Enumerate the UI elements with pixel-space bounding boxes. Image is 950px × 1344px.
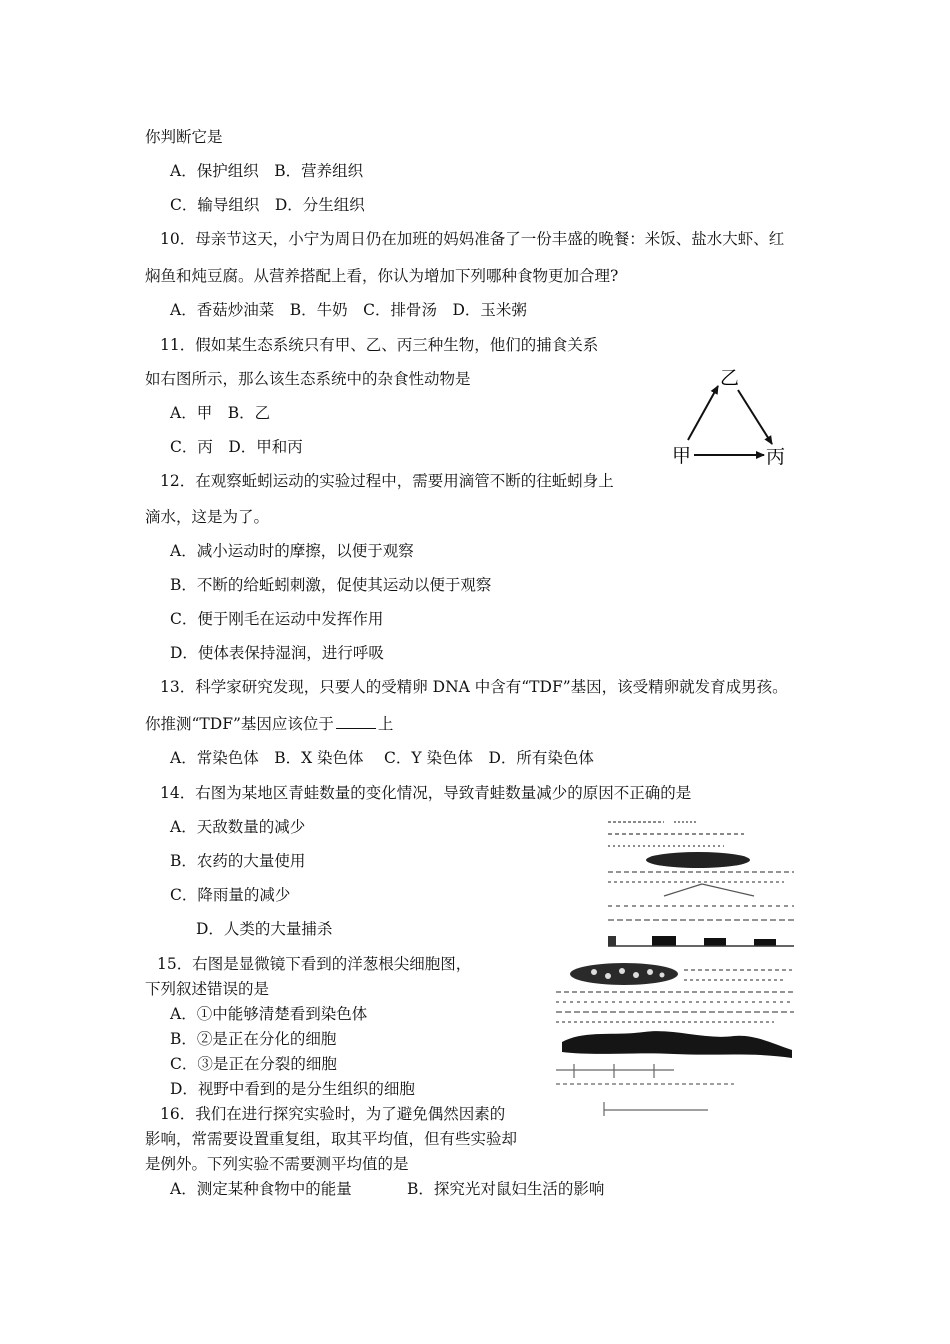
q14-option-a: A．天敌数量的减少: [170, 818, 306, 836]
q10-options: A．香菇炒油菜 B．牛奶 C．排骨汤 D．玉米粥: [170, 301, 527, 319]
q12-option-b: B．不断的给蚯蚓刺激，促使其运动以便于观察: [170, 576, 492, 594]
arrow-left-to-top: [688, 386, 718, 440]
food-web-node-left: 甲: [672, 445, 692, 467]
q12-option-c: C．便于刚毛在运动中发挥作用: [170, 610, 384, 628]
q9-options-ab: A．保护组织 B．营养组织: [170, 162, 364, 180]
q16-stem-2: 影响，常需要设置重复组，取其平均值，但有些实验却: [145, 1130, 518, 1148]
q15-stem-1: 15．右图是显微镜下看到的洋葱根尖细胞图，: [157, 955, 472, 973]
q14-option-b: B．农药的大量使用: [170, 852, 306, 870]
food-web-node-top: 乙: [720, 367, 740, 389]
q11-options-ab: A．甲 B．乙: [170, 404, 271, 422]
arrow-top-to-right: [738, 390, 772, 444]
q16-stem-1: 16．我们在进行探究实验时，为了避免偶然因素的: [160, 1105, 506, 1123]
q15-option-d: D．视野中看到的是分生组织的细胞: [170, 1080, 415, 1098]
q12-option-d: D．使体表保持湿润，进行呼吸: [170, 644, 384, 662]
q12-stem-1: 12．在观察蚯蚓运动的实验过程中，需要用滴管不断的往蚯蚓身上: [160, 472, 614, 490]
onion-root-tip-figure: [554, 960, 796, 1120]
food-web-node-right: 丙: [766, 446, 786, 468]
answer-blank: [336, 714, 376, 729]
q14-option-d: D．人类的大量捕杀: [196, 920, 333, 938]
q12-stem-2: 滴水，这是为了。: [145, 508, 270, 526]
frog-population-figure: [604, 816, 796, 950]
q14-stem: 14．右图为某地区青蛙数量的变化情况，导致青蛙数量减少的原因不正确的是: [160, 784, 692, 802]
q15-stem-2: 下列叙述错误的是: [145, 980, 270, 998]
q16-stem-3: 是例外。下列实验不需要测平均值的是: [145, 1155, 409, 1173]
q10-stem-1: 10．母亲节这天，小宁为周日仍在加班的妈妈准备了一份丰盛的晚餐：米饭、盐水大虾、红: [160, 230, 785, 248]
food-web-diagram: [668, 362, 794, 472]
q13-stem-2-post: 上: [377, 715, 394, 733]
q13-stem-1: 13．科学家研究发现，只要人的受精卵 DNA 中含有“TDF”基因，该受精卵就发育成男孩。: [160, 678, 788, 696]
q13-stem-2-pre: 你推测“TDF”基因应该位于: [145, 715, 334, 733]
q13-options: A．常染色体 B．X 染色体 C．Y 染色体 D．所有染色体: [170, 749, 594, 767]
q13-stem-2: [145, 714, 393, 734]
q14-option-c: C．降雨量的减少: [170, 886, 291, 904]
q11-stem-2: 如右图所示，那么该生态系统中的杂食性动物是: [145, 370, 471, 388]
q15-option-c: C．③是正在分裂的细胞: [170, 1055, 337, 1073]
q10-stem-2: 焖鱼和炖豆腐。从营养搭配上看，你认为增加下列哪种食物更加合理?: [145, 267, 619, 285]
q9-options-cd: C．输导组织 D．分生组织: [170, 196, 365, 214]
q12-option-a: A．减小运动时的摩擦，以便于观察: [170, 542, 414, 560]
q16-option-a: A．测定某种食物中的能量: [170, 1180, 352, 1198]
q15-option-b: B．②是正在分化的细胞: [170, 1030, 337, 1048]
q9-stem-end: 你判断它是: [145, 128, 223, 146]
q11-stem-1: 11．假如某生态系统只有甲、乙、丙三种生物，他们的捕食关系: [160, 336, 599, 354]
q15-option-a: A．①中能够清楚看到染色体: [170, 1005, 368, 1023]
q11-options-cd: C．丙 D．甲和丙: [170, 438, 303, 456]
q16-option-b: B．探究光对鼠妇生活的影响: [407, 1180, 605, 1198]
